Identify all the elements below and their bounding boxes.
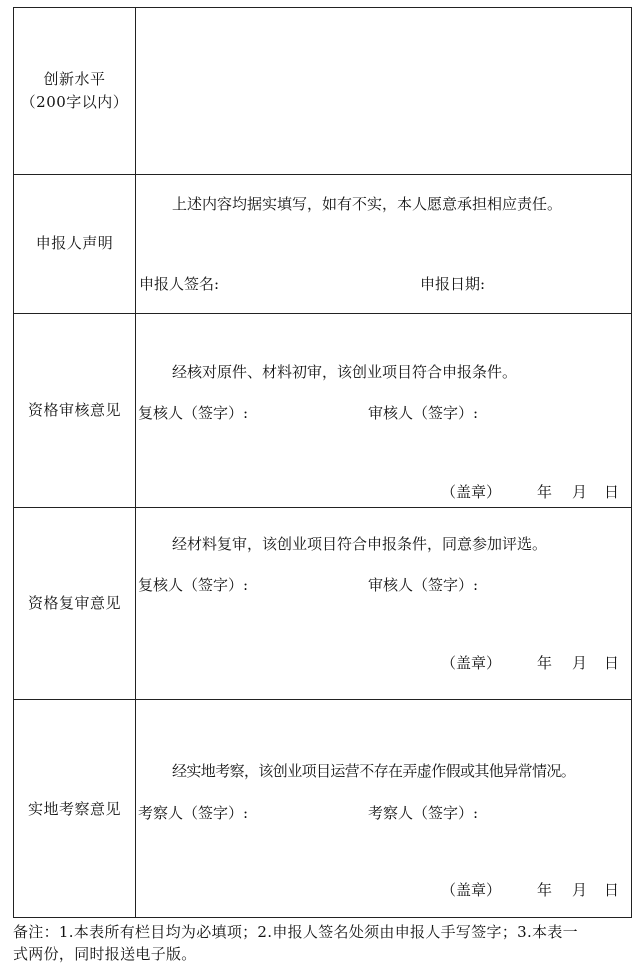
qualification-review-label [14,313,135,507]
site-inspection-label [14,699,135,919]
qualification-review-year: 年 [537,483,553,501]
declaration-label-text: 申报人声明 [35,234,114,252]
qualification-recheck-month: 月 [572,654,588,672]
qualification-review-reviewer-label: 复核人（签字）: [138,404,249,422]
site-inspection-inspector1-label: 考察人（签字）: [138,804,249,822]
innovation-label [14,8,135,174]
footnote-line-1: 备注：1.本表所有栏目均为必填项；2.申报人签名处须由申报人手写签字；3.本表一 [13,923,578,941]
qualification-recheck-label-text: 资格复审意见 [27,593,121,612]
qualification-review-day: 日 [604,483,620,501]
application-form-table [13,7,632,918]
qualification-recheck-auditor-label: 审核人（签字）: [368,576,479,594]
signature-field[interactable] [239,268,389,298]
qualification-recheck-label [14,507,135,699]
site-inspection-seal: （盖章） [441,881,502,899]
qualification-review-label-text: 资格审核意见 [27,400,121,419]
declaration-date-field[interactable] [494,268,624,298]
qualification-review-month: 月 [572,483,588,501]
site-inspection-label-text: 实地考察意见 [27,799,121,818]
innovation-content-field[interactable] [137,8,631,174]
site-inspection-month: 月 [572,881,588,899]
site-inspection-opinion: 经实地考察，该创业项目运营不存在弄虚作假或其他异常情况。 [172,762,576,780]
signature-label: 申报人签名: [139,275,220,293]
qualification-review-seal: （盖章） [441,483,502,501]
qualification-review-auditor-label: 审核人（签字）: [368,404,479,422]
qualification-recheck-year: 年 [537,654,553,672]
declaration-label [14,174,135,313]
innovation-label-title: 创新水平 [43,70,106,88]
declaration-date-label: 申报日期: [420,275,486,293]
qualification-recheck-reviewer-label: 复核人（签字）: [138,576,249,594]
site-inspection-day: 日 [604,881,620,899]
column-divider [135,8,136,917]
innovation-label-limit: （200字以内） [20,93,129,111]
qualification-recheck-day: 日 [604,654,620,672]
site-inspection-year: 年 [537,881,553,899]
site-inspection-inspector2-label: 考察人（签字）: [368,804,479,822]
footnote [13,921,637,965]
footnote-line-2: 式两份，同时报送电子版。 [13,945,197,963]
qualification-recheck-opinion: 经材料复审，该创业项目符合申报条件，同意参加评选。 [172,535,548,553]
qualification-recheck-seal: （盖章） [441,654,502,672]
declaration-statement: 上述内容均据实填写，如有不实，本人愿意承担相应责任。 [172,195,563,213]
qualification-review-opinion: 经核对原件、材料初审，该创业项目符合申报条件。 [172,363,518,381]
